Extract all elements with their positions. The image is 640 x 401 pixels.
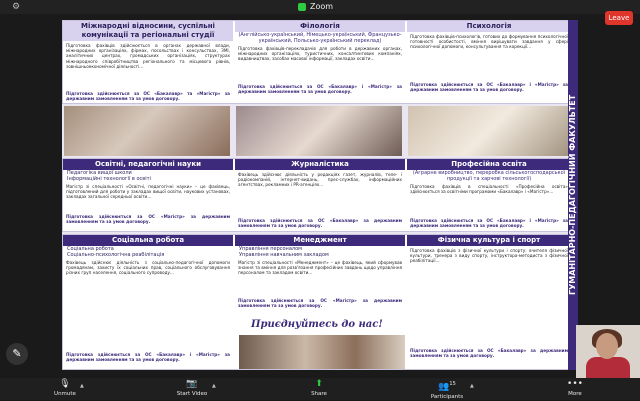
bullet-item: Управління навчальним закладом xyxy=(239,252,329,258)
section-text: Магістр зі спеціальності «Освітні, педагогічні науки» – це фахівець, підготовлений для роботи у закладах вищої освіти, наукових установах, закладах загальної середньої освіти... xyxy=(66,184,230,200)
video-off-icon: 📷 xyxy=(186,379,198,389)
participants-label: Participants xyxy=(430,394,464,400)
section-text: Підготовка фахівців в спеціальності «Професійна освіта» здійснюється за освітніми програмами «Бакалавр» і «Магістр»... xyxy=(410,184,568,195)
section-footer: Підготовка здійснюється за ОС «Бакалавр» за державним замовленням та за умов договору. xyxy=(238,218,402,229)
more-label: More xyxy=(568,391,582,397)
unmute-label: Unmute xyxy=(54,391,76,397)
section-footer: Підготовка здійснюється за ОС «Бакалавр» і «Магістр» за державним замовленням та за умов договору. xyxy=(410,82,568,93)
poster-row-2 xyxy=(62,158,578,232)
faculty-vertical-title: ГУМАНІТАРНО-ПЕДАГОГІЧНИЙ ФАКУЛЬТЕТ xyxy=(568,20,578,370)
section-subtitle: (Аграрне виробництво, переробка сільськогосподарської продукції та харчові технології) xyxy=(412,170,566,182)
section-psychology xyxy=(407,21,571,105)
bullet-item: Інформаційні технології в освіті xyxy=(67,176,151,182)
section-intl xyxy=(63,21,233,105)
start-video-label: Start Video xyxy=(176,391,208,397)
section-text: Підготовка фахівців здійснюється в органах державної влади, міжнародних організаціях, фірмах, посольствах і консульствах, ЗМІ, аналітичних центрах, громадських організаціях, структурах міжнародного співробітництва регіонального та місцевого рівнів, зовнішньоекономічної діяльності... xyxy=(66,43,230,69)
section-philology xyxy=(235,21,405,105)
section-title: Журналістика xyxy=(235,159,405,170)
section-title: Професійна освіта xyxy=(407,159,571,170)
section-sport xyxy=(407,235,571,371)
section-text: Підготовка фахівців-психологів, готових до формування психологічної готовності особистості, вміння вирішувати завдання у сфері психологічної допомоги, консультування та корекції... xyxy=(410,34,568,50)
photo-group xyxy=(239,335,405,369)
start-video-button[interactable] xyxy=(172,378,212,400)
encryption-icon[interactable] xyxy=(298,3,306,11)
bullet-item: Управління персоналом xyxy=(239,246,302,252)
section-title: Менеджмент xyxy=(235,235,405,246)
more-button[interactable] xyxy=(560,378,590,400)
section-journalism xyxy=(235,159,405,233)
section-footer: Підготовка здійснюється за ОС «Бакалавр» та «Магістр» за державним замовленням та за умов договору. xyxy=(66,91,230,102)
bullet-item: Педагогіка вищої школи xyxy=(67,170,132,176)
participants-count: 15 xyxy=(449,381,456,387)
participants-button[interactable] xyxy=(425,378,469,400)
section-text: Підготовка фахівців з фізичної культури і спорту: вчителя фізичної культури, тренера з виду спорту, інструктора-методиста з фізичної реабілітації... xyxy=(410,248,568,264)
section-footer: Підготовка здійснюється за ОС «Бакалавр» і «Магістр» за державним замовленням та за умов договору. xyxy=(66,352,230,363)
section-text: Фахівець здійснює діяльність з соціально-педагогічної допомоги громадянам, захисту їх соціальних прав, соціального обслуговування різних груп населення, соціального супроводу... xyxy=(66,260,230,276)
zoom-top-bar xyxy=(0,0,640,14)
section-title: Міжнародні відносини, суспільні комунікації та регіональні студії xyxy=(63,21,233,41)
more-dots-icon: ••• xyxy=(567,379,583,389)
microphone-muted-icon: 🎙 xyxy=(59,379,71,389)
chevron-up-icon[interactable]: ▲ xyxy=(212,383,216,389)
section-footer: Підготовка здійснюється за ОС «Магістр» за державним замовленням та за умов договору. xyxy=(238,298,402,309)
section-text: Магістр зі спеціальності «Менеджмент» – це фахівець, який сформував знання та вміння для розв'язання професійних завдань щодо управління персоналом та закладом освіти... xyxy=(238,260,402,276)
section-title: Фізична культура і спорт xyxy=(407,235,571,246)
participant-body xyxy=(586,357,630,379)
section-education xyxy=(63,159,233,233)
section-subtitle: (Англійсько-український, Німецько-український, Французько-український, Польсько-український переклад) xyxy=(238,32,402,44)
poster-row-3 xyxy=(62,234,578,370)
section-footer: Підготовка здійснюється за ОС «Магістр» за державним замовленням та за умов договору. xyxy=(66,214,230,225)
poster-slogan: Приєднуйтесь до нас! xyxy=(251,319,383,330)
bullet-item: Соціальна робота xyxy=(67,246,114,252)
share-button[interactable] xyxy=(304,378,334,400)
participants-icon: 👥$^{15}$ xyxy=(438,381,456,392)
section-text: Підготовка фахівців-перекладачів для роботи в державних органах, міжнародних організаціях, туристичних, консалтингових компаніях, видавництвах, засобах масової інформації, закладах освіти... xyxy=(238,46,402,62)
share-label: Share xyxy=(311,391,327,397)
share-screen-icon: ⬆ xyxy=(315,379,323,389)
section-title: Соціальна робота xyxy=(63,235,233,246)
photo-students xyxy=(64,106,230,156)
section-text: Фахівець здійснює діяльність у редакціях газет, журналів, теле- і радіокомпаній, інтернет-видань, прес-службах, інформаційних агентствах, рекламних і PR-агенціях... xyxy=(238,172,402,188)
section-title: Освітні, педагогічні науки xyxy=(63,159,233,170)
faculty-poster xyxy=(62,20,578,370)
participant-face xyxy=(596,333,618,359)
bullet-item: Соціально-психологічна реабілітація xyxy=(67,252,165,258)
app-title: Zoom xyxy=(310,2,334,11)
section-vocational xyxy=(407,159,571,233)
photo-class xyxy=(408,106,570,156)
section-footer: Підготовка здійснюється за ОС «Бакалавр» за державним замовленням та за умов договору. xyxy=(410,348,568,359)
chevron-up-icon[interactable]: ▲ xyxy=(80,383,84,389)
section-title: Філологія xyxy=(235,21,405,32)
section-footer: Підготовка здійснюється за ОС «Бакалавр» і «Магістр» за державним замовленням та за умов договору. xyxy=(238,84,402,95)
annotate-pencil-icon[interactable]: ✎ xyxy=(6,343,28,365)
chevron-up-icon[interactable]: ▲ xyxy=(470,383,474,389)
unmute-button[interactable] xyxy=(50,378,80,400)
section-management xyxy=(235,235,405,315)
section-social xyxy=(63,235,233,371)
self-video-tile[interactable] xyxy=(576,325,640,379)
leave-button[interactable]: Leave xyxy=(605,11,633,25)
poster-row-1 xyxy=(62,20,578,104)
section-footer: Підготовка здійснюється за ОС «Бакалавр» і «Магістр» за державним замовленням та за умов договору. xyxy=(410,218,568,229)
photo-graduates xyxy=(236,106,402,156)
meeting-toolbar xyxy=(0,378,640,400)
security-icon[interactable]: ⚙ xyxy=(12,2,21,12)
section-title: Психологія xyxy=(407,21,571,32)
